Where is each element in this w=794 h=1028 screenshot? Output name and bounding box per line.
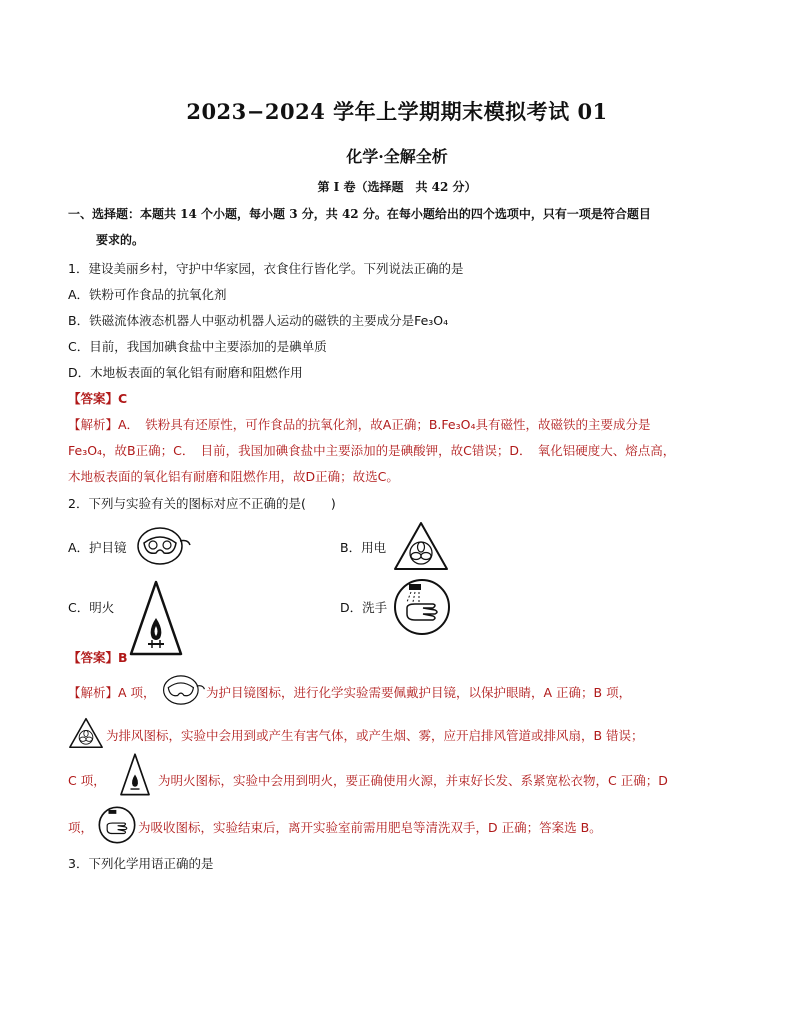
q2-option-a: A．护目镜 — [68, 540, 127, 555]
flame-icon — [128, 578, 184, 660]
q2-analysis-l2: 为排风图标，实验中会用到或产生有害气体，或产生烟、雾，应开启排风管道或排风扇，B 错误； — [106, 728, 644, 743]
handwash-icon — [393, 578, 451, 636]
q1-answer: 【答案】C — [68, 391, 128, 406]
q1-analysis-line-1: 【解析】A． 铁粉具有还原性，可作食品的抗氧化剂，故A正确；B.Fe₃O₄具有磁性，故磁铁的主要成分是 — [68, 417, 651, 432]
q2-option-b: B．用电 — [340, 540, 387, 555]
goggles-icon — [162, 670, 206, 710]
q2-stem: 2．下列与实验有关的图标对应不正确的是( ) — [68, 496, 336, 511]
handwash-icon — [98, 806, 136, 844]
q2-option-c: C．明火 — [68, 600, 115, 615]
exam-title: 2023−2024 学年上学期期末模拟考试 01 — [186, 99, 608, 124]
q1-analysis-line-3: 木地板表面的氧化铝有耐磨和阻燃作用，故D正确；故选C。 — [68, 469, 399, 484]
q2-analysis-l3-a: C 项， — [68, 773, 106, 788]
instruction-line-2: 要求的。 — [96, 233, 145, 247]
flame-icon — [116, 752, 154, 798]
q1-analysis-line-2: Fe₃O₄，故B正确；C． 目前，我国加碘食盐中主要添加的是碘酸钾，故C错误；D． 氧化铝硬度大、熔点高， — [68, 443, 676, 458]
q1-option-d: D．木地板表面的氧化铝有耐磨和阻燃作用 — [68, 365, 303, 380]
goggles-icon — [136, 525, 192, 567]
fan-icon — [68, 716, 104, 750]
section-heading: 第 I 卷（选择题 共 42 分） — [317, 180, 477, 194]
q3-stem: 3．下列化学用语正确的是 — [68, 856, 214, 871]
instruction-line-1: 一、选择题：本题共 14 个小题，每小题 3 分，共 42 分。在每小题给出的四个选项中，只有一项是符合题目 — [68, 207, 651, 221]
q1-option-b: B．铁磁流体液态机器人中驱动机器人运动的磁铁的主要成分是Fe₃O₄ — [68, 313, 449, 328]
q2-answer: 【答案】B — [68, 650, 128, 665]
q2-option-d: D．洗手 — [340, 600, 388, 615]
q2-analysis-l4-a: 项， — [68, 820, 94, 835]
q2-analysis-l4-b: 为吸收图标，实验结束后，离开实验室前需用肥皂等清洗双手，D 正确；答案选 B。 — [138, 820, 602, 835]
q1-option-a: A．铁粉可作食品的抗氧化剂 — [68, 287, 227, 302]
q2-analysis-l1-a: 【解析】A 项， — [68, 685, 156, 700]
q1-stem: 1．建设美丽乡村，守护中华家园，衣食住行皆化学。下列说法正确的是 — [68, 261, 464, 276]
q2-analysis-l1-b: 为护目镜图标，进行化学实验需要佩戴护目镜，以保护眼睛，A 正确；B 项， — [206, 685, 632, 700]
q2-analysis-l3-b: 为明火图标，实验中会用到明火，要正确使用火源，并束好长发、系紧宽松衣物，C 正确；D — [158, 773, 668, 788]
exam-subtitle: 化学·全解全析 — [346, 147, 448, 166]
fan-icon — [392, 520, 450, 572]
q1-option-c: C．目前，我国加碘食盐中主要添加的是碘单质 — [68, 339, 327, 354]
